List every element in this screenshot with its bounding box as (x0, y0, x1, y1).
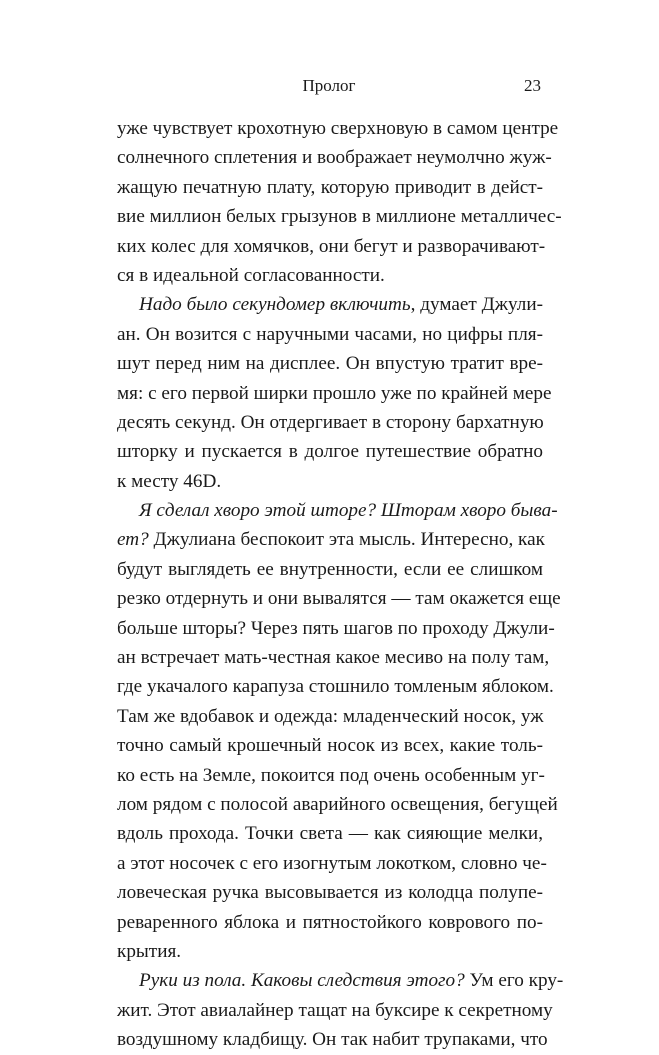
text-line (117, 790, 558, 819)
text-line (117, 819, 543, 848)
text-line (117, 467, 543, 496)
line-text: солнечного сплетения и воображает неумолчно жуж- (117, 147, 552, 169)
text-line (117, 261, 543, 290)
text-line (117, 143, 552, 172)
text-line (117, 379, 552, 408)
text-line (117, 202, 562, 231)
page-number: 23 (524, 76, 541, 95)
line-text: ан встречает мать-честная какое месиво на полу там, (117, 647, 550, 669)
text-line (117, 761, 543, 790)
text-line (117, 996, 553, 1025)
line-text: крытия. (117, 940, 182, 962)
text-line (117, 966, 564, 995)
line-text: шторку и пускается в долгое путешествие обратно (117, 441, 543, 463)
line-text: жащую печатную плату, которую приводит в дейст- (117, 176, 543, 198)
body-text (117, 114, 564, 1055)
text-line (117, 320, 543, 349)
line-text: где укачалого карапуза стошнило томленым яблоком. (117, 676, 554, 698)
line-text: точно самый крошечный носок из всех, какие толь- (117, 735, 543, 757)
text-line (117, 290, 543, 319)
text-line (117, 408, 543, 437)
line-text: мя: с его первой ширки прошло уже по крайней мере (117, 382, 552, 404)
text-line (117, 1025, 548, 1054)
line-text: Джулиана беспокоит эта мысль. Интересно, как (148, 529, 545, 551)
line-text: а этот носочек с его изогнутым локотком, словно че- (117, 852, 547, 874)
line-text: вдоль прохода. Точки света — как сияющие мелки, (117, 823, 543, 845)
text-line (117, 173, 543, 202)
text-line (117, 614, 555, 643)
line-text: Ум его кру- (464, 970, 564, 992)
line-text: лом рядом с полосой аварийного освещения, бегущей (117, 793, 558, 815)
chapter-title: Пролог (302, 76, 356, 95)
text-line (117, 114, 559, 143)
line-text: больше шторы? Через пять шагов по проходу Джули- (117, 617, 555, 639)
line-text: ловеческая ручка высовывается из колодца полупе- (117, 882, 543, 904)
text-line (117, 496, 558, 525)
text-line (117, 584, 561, 613)
line-text: Там же вдобавок и одежда: младенческий носок, уж (117, 705, 544, 727)
text-line (117, 908, 543, 937)
line-text: , думает Джули- (410, 294, 543, 316)
italic-text: Надо было секундомер включить (139, 294, 411, 316)
text-line (117, 525, 543, 554)
line-text: воздушному кладбищу. Он так набит трупаками, что (117, 1029, 548, 1051)
text-line (117, 937, 543, 966)
italic-text: Руки из пола. Каковы следствия этого? (139, 970, 465, 992)
italic-text: Я сделал хворо этой шторе? Шторам хворо быва- (139, 500, 558, 522)
text-line (117, 731, 543, 760)
text-line (117, 643, 550, 672)
line-text: ких колес для хомячков, они бегут и разворачивают- (117, 235, 546, 257)
text-line (117, 232, 546, 261)
line-text: к месту 46D. (117, 470, 222, 492)
italic-text: ет? (117, 529, 149, 551)
line-text: ан. Он возится с наручными часами, но цифры пля- (117, 323, 543, 345)
line-text: ко есть на Земле, покоится под очень особенным уг- (117, 764, 545, 786)
text-line (117, 555, 543, 584)
line-text: резко отдернуть и они вывалятся — там окажется еще (117, 588, 561, 610)
text-line (117, 849, 547, 878)
line-text: жит. Этот авиалайнер тащат на буксире к секретному (117, 999, 553, 1021)
line-text: реваренного яблока и пятностойкого коврового по- (117, 911, 543, 933)
text-line (117, 672, 554, 701)
text-line (117, 349, 543, 378)
text-line (117, 437, 543, 466)
running-head (117, 74, 541, 98)
line-text: шут перед ним на дисплее. Он впустую тратит вре- (117, 353, 543, 375)
line-text: десять секунд. Он отдергивает в сторону бархатную (117, 411, 544, 433)
line-text: уже чувствует крохотную сверхновую в самом центре (117, 118, 559, 139)
line-text: будут выглядеть ее внутренности, если ее слишком (117, 558, 543, 580)
text-line (117, 702, 543, 731)
line-text: ся в идеальной согласованности. (117, 264, 385, 286)
line-text: вие миллион белых грызунов в миллионе металличес- (117, 206, 562, 228)
text-line (117, 878, 543, 907)
